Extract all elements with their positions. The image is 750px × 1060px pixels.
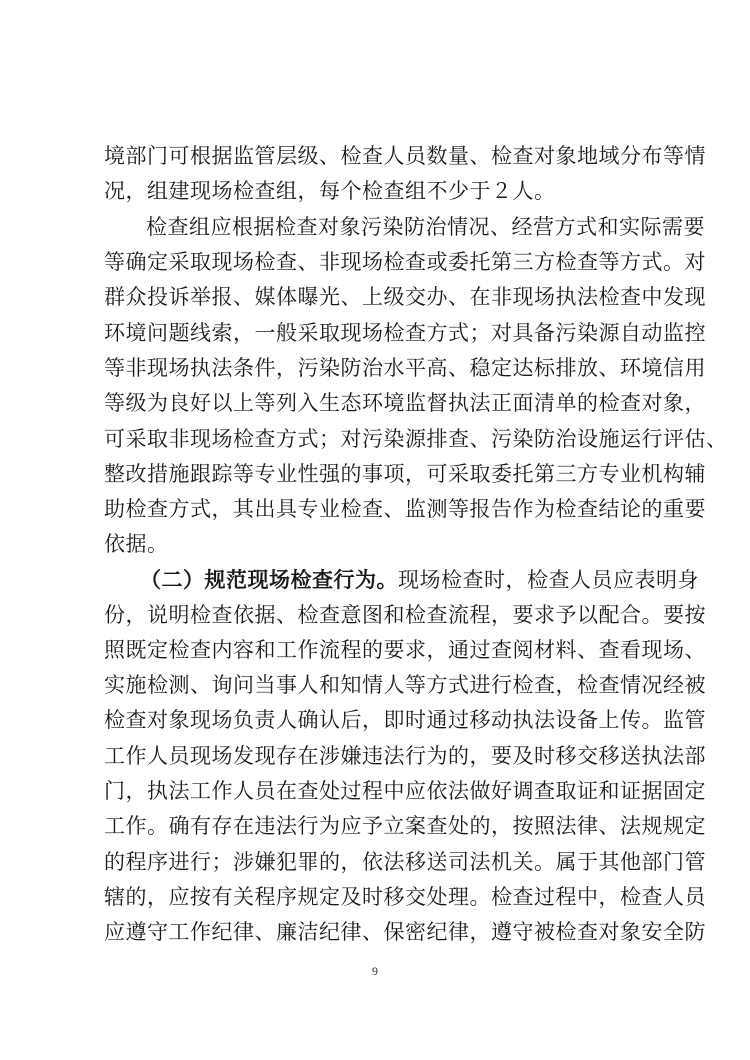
paragraph-1-line-1: 境部门可根据监管层级、检查人员数量、检查对象地域分布等情 [104, 144, 706, 168]
paragraph-3-line-2: 份，说明检查依据、检查意图和检查流程，要求予以配合。要按 [104, 603, 706, 627]
paragraph-3-line-3: 照既定检查内容和工作流程的要求，通过查阅材料、查看现场、 [104, 638, 706, 662]
paragraph-3-line-7: 门，执法工作人员在查处过程中应依法做好调查取证和证据固定 [104, 779, 706, 803]
section-heading: （二）规范现场检查行为。 [140, 567, 398, 592]
paragraph-2-line-8: 整改措施跟踪等专业性强的事项，可采取委托第三方专业机构辅 [104, 462, 706, 486]
paragraph-2-line-10: 依据。 [104, 532, 169, 556]
paragraph-2-line-6: 等级为良好以上等列入生态环境监督执法正面清单的检查对象， [104, 391, 706, 415]
paragraph-3-line-10: 辖的，应按有关程序规定及时移交处理。检查过程中，检查人员 [104, 885, 706, 909]
paragraph-3-line-1-text: 现场检查时，检查人员应表明身 [398, 568, 699, 592]
paragraph-2-line-9: 助检查方式，其出具专业检查、监测等报告作为检查结论的重要 [104, 497, 706, 521]
paragraph-2-line-7: 可采取非现场检查方式；对污染源排查、污染防治设施运行评估、 [104, 427, 728, 451]
page-number: 9 [372, 964, 378, 978]
paragraph-2-line-2: 等确定采取现场检查、非现场检查或委托第三方检查等方式。对 [104, 250, 706, 274]
paragraph-2-line-3: 群众投诉举报、媒体曝光、上级交办、在非现场执法检查中发现 [104, 285, 706, 309]
paragraph-2-line-1: 检查组应根据检查对象污染防治情况、经营方式和实际需要 [146, 215, 705, 239]
paragraph-3-line-8: 工作。确有存在违法行为应予立案查处的，按照法律、法规规定 [104, 814, 706, 838]
paragraph-1-line-2: 况，组建现场检查组，每个检查组不少于２人。 [104, 179, 556, 203]
paragraph-3-line-5: 检查对象现场负责人确认后，即时通过移动执法设备上传。监管 [104, 708, 706, 732]
paragraph-3-line-1 [140, 564, 699, 596]
paragraph-3-line-9: 的程序进行；涉嫌犯罪的，依法移送司法机关。属于其他部门管 [104, 850, 706, 874]
paragraph-2-line-4: 环境问题线索，一般采取现场检查方式；对具备污染源自动监控 [104, 321, 706, 345]
paragraph-2-line-5: 等非现场执法条件，污染防治水平高、稳定达标排放、环境信用 [104, 356, 706, 380]
paragraph-3-line-11: 应遵守工作纪律、廉洁纪律、保密纪律，遵守被检查对象安全防 [104, 920, 706, 944]
paragraph-3-line-4: 实施检测、询问当事人和知情人等方式进行检查，检查情况经被 [104, 673, 706, 697]
paragraph-3-line-6: 工作人员现场发现存在涉嫌违法行为的，要及时移交移送执法部 [104, 744, 706, 768]
